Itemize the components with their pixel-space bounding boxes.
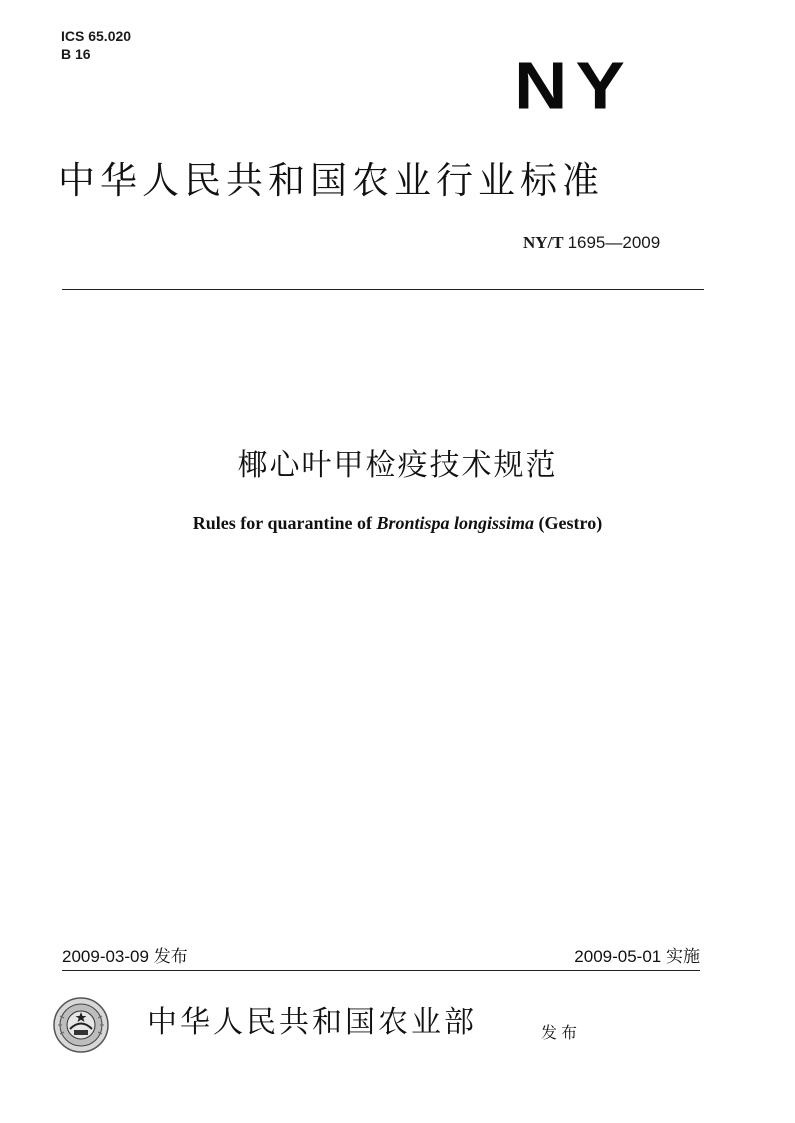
- ics-code: ICS 65.020: [61, 28, 132, 44]
- issue-date: 2009-03-09: [62, 947, 149, 966]
- document-title-en: [0, 513, 795, 534]
- classification-codes: [61, 27, 131, 63]
- title-en-prefix: Rules for quarantine of: [192, 513, 372, 533]
- standard-code: [523, 233, 660, 253]
- implement-date: 2009-05-01: [574, 947, 662, 966]
- publisher-name: 中华人民共和国农业部: [147, 1005, 477, 1040]
- title-en-suffix: (Gestro): [538, 513, 603, 533]
- document-title-cn: 椰心叶甲检疫技术规范: [237, 448, 558, 483]
- ccs-code: B 16: [61, 46, 91, 62]
- implement-label: 实施: [666, 947, 700, 966]
- publisher-suffix: 发布: [541, 1023, 582, 1042]
- standard-code-prefix: NY/T: [523, 233, 564, 252]
- ny-logo: NY: [514, 48, 633, 123]
- footer-divider: [62, 970, 700, 971]
- standard-title: 中华人民共和国农业行业标准: [58, 159, 604, 202]
- issue-label: 发布: [153, 947, 188, 966]
- implement-date-line: [574, 942, 700, 967]
- issue-date-line: [62, 942, 188, 967]
- national-emblem-icon: [52, 996, 110, 1054]
- standard-number: 1695—2009: [567, 233, 661, 252]
- title-en-species: Brontispa longissima: [376, 513, 535, 533]
- header-divider: [62, 289, 704, 290]
